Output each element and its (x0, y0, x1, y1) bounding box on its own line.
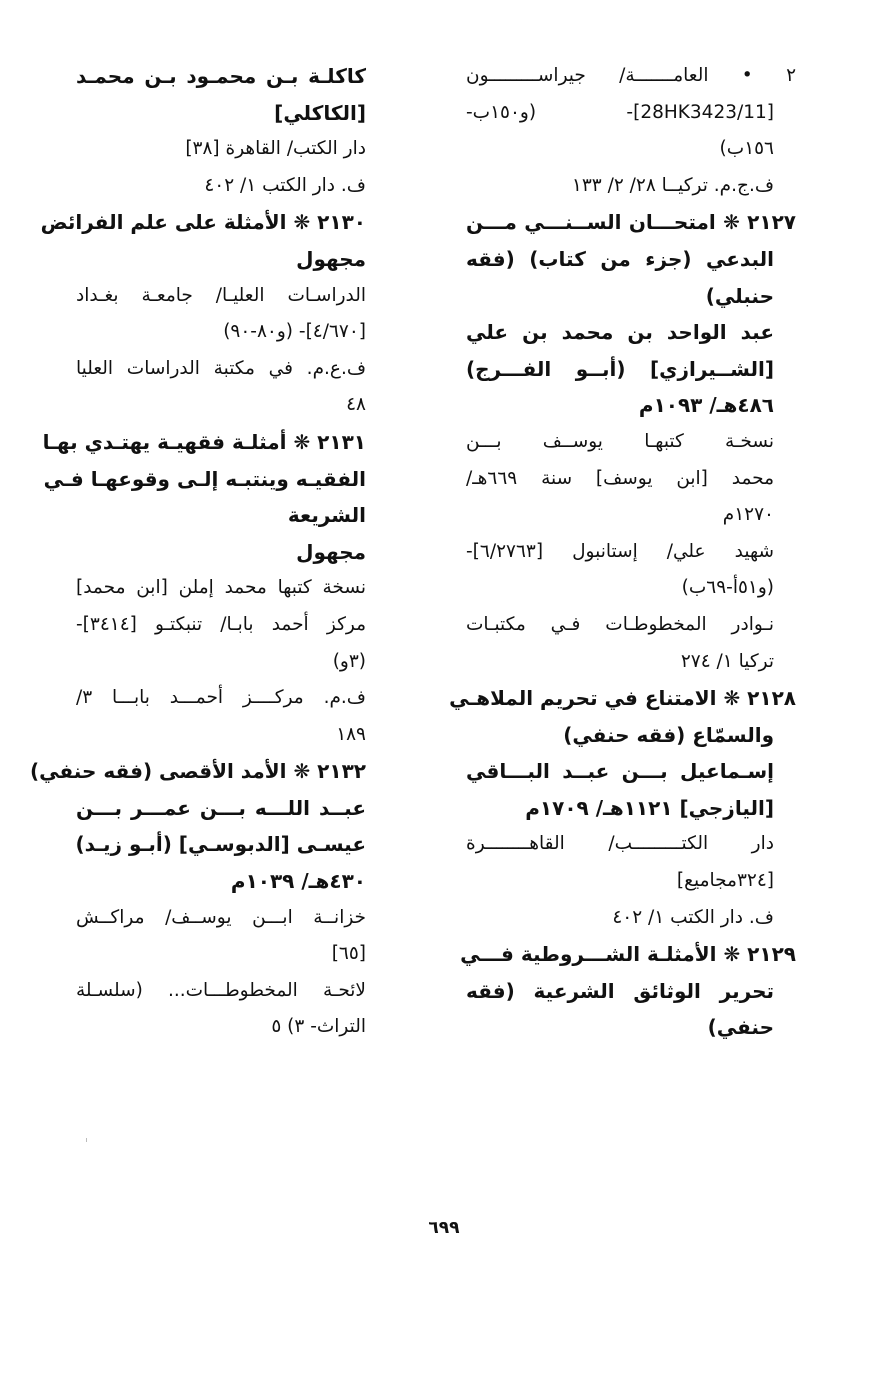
text-line: ٤٨ (346, 394, 366, 416)
text-line: ٢ • العامـــــــة/ جيراســـــــــون (466, 65, 796, 86)
text-line: [٣٢٤مجاميع] (676, 870, 774, 892)
text-line: التراث- ٣) ٥ (271, 1016, 366, 1038)
text-line: مجهول (296, 539, 366, 564)
text-line: البدعي (جزء من كتاب) (فقه (466, 246, 774, 271)
margin-mark (86, 1138, 87, 1142)
text-line: ٢١٣٠ ❋ الأمثلة على علم الفرائض (40, 210, 366, 235)
text-line: ٢١٢٩ ❋ الأمثلـة الشـــروطية فـــي (460, 942, 796, 967)
text-line: (و٥١أ-٦٩ب) (681, 577, 774, 599)
text-line: ٢١٢٨ ❋ الامتناع في تحريم الملاهـي (449, 686, 796, 711)
text-line: خزانــة ابـــن يوســف/ مراكــش (76, 906, 366, 928)
left-column (30, 58, 366, 1046)
text-line: شهيد علي/ إستانبول [٦/٢٧٦٣]- (466, 540, 774, 562)
right-column (449, 58, 796, 1046)
text-line: تركيا ١/ ٢٧٤ (680, 650, 774, 672)
text-line: ٤٣٠هـ/ ١٠٣٩م (230, 869, 366, 894)
text-line: [اليازجي] ١١٢١هـ/ ١٧٠٩م (525, 795, 774, 820)
text-line: مركز أحمد بابـا/ تنبكتـو [٣٤١٤]- (76, 613, 366, 635)
text-line: الفقيـه وينتبـه إلـى وقوعهـا فـي (43, 466, 366, 491)
text-line: دار الكتب/ القاهرة [٣٨] (185, 138, 366, 160)
text-line: حنفي) (707, 1015, 774, 1040)
text-line: (٣و) (332, 650, 366, 672)
text-line: تحرير الوثائق الشرعية (فقه (466, 978, 774, 1003)
text-line: [الشــيرازي] (أبــو الفـــرج) (466, 356, 774, 381)
text-line: عبد الواحد بن محمد بن علي (466, 320, 774, 345)
text-line: عبــد اللـــه بـــن عمـــر بـــن (76, 795, 366, 820)
text-line: ١٥٦ب) (719, 138, 774, 160)
text-line: نـوادر المخطوطـات فـي مكتبـات (466, 613, 774, 635)
text-line: إسـماعيل بـــن عبــد البـــاقي (466, 759, 774, 784)
text-line: ١٨٩ (336, 723, 366, 745)
text-line: لائحـة المخطوطـــات... (سلسـلة (76, 979, 366, 1001)
text-line: الدراسـات العليـا/ جامعـة بغـداد (76, 284, 366, 306)
text-line: ١٢٧٠م (722, 504, 774, 526)
text-line: والسمّاع (فقه حنفي) (563, 722, 774, 747)
text-line: ف. دار الكتب ١/ ٤٠٢ (204, 174, 366, 196)
text-line: مجهول (296, 246, 366, 271)
text-line: حنبلي) (705, 283, 774, 308)
text-line: دار الكتـــــــــب/ القاهــــــــرة (466, 833, 774, 855)
text-line: [٤/٦٧٠]- (و٨٠-٩٠) (223, 321, 366, 343)
text-line: ف.ج.م. تركيــا ٢٨/ ٢/ ١٣٣ (571, 174, 774, 196)
text-line: [٦٥] (331, 943, 366, 965)
text-line: نسخة كتبها محمد إملن [ابن محمد] (76, 577, 366, 599)
text-line: محمد [ابن يوسف] سنة ٦٦٩هـ/ (466, 467, 774, 489)
text-line: ٢١٣١ ❋ أمثلـة فقهيـة يهتـدي بهـا (42, 429, 366, 454)
text-line: ٢١٣٢ ❋ الأمد الأقصى (فقه حنفي) (30, 759, 366, 784)
text-line: ف.ع.م. في مكتبة الدراسات العليا (76, 357, 366, 379)
text-line: كاكلـة بـن محمـود بـن محمـد (76, 64, 366, 88)
text-line: عيسـى [الدبوسـي] (أبـو زيـد) (75, 832, 366, 857)
text-line: ف.م. مركــــز أحمـــد بابـــا ٣/ (76, 687, 366, 709)
page-number: ٦٩٩ (428, 1218, 460, 1238)
text-line: [الكاكلي] (274, 100, 366, 125)
text-line: [28HK3423/11]- (و١٥٠ب- (466, 101, 774, 123)
text-line: نسخـة كتبهـا يوســف بـــن (466, 430, 774, 452)
text-line: ٢١٢٧ ❋ امتحـــان الســنـــي مـــن (466, 210, 796, 235)
text-line: الشريعة (287, 503, 366, 528)
text-line: ف. دار الكتب ١/ ٤٠٢ (612, 906, 774, 928)
text-line: ٤٨٦هـ/ ١٠٩٣م (638, 393, 774, 418)
